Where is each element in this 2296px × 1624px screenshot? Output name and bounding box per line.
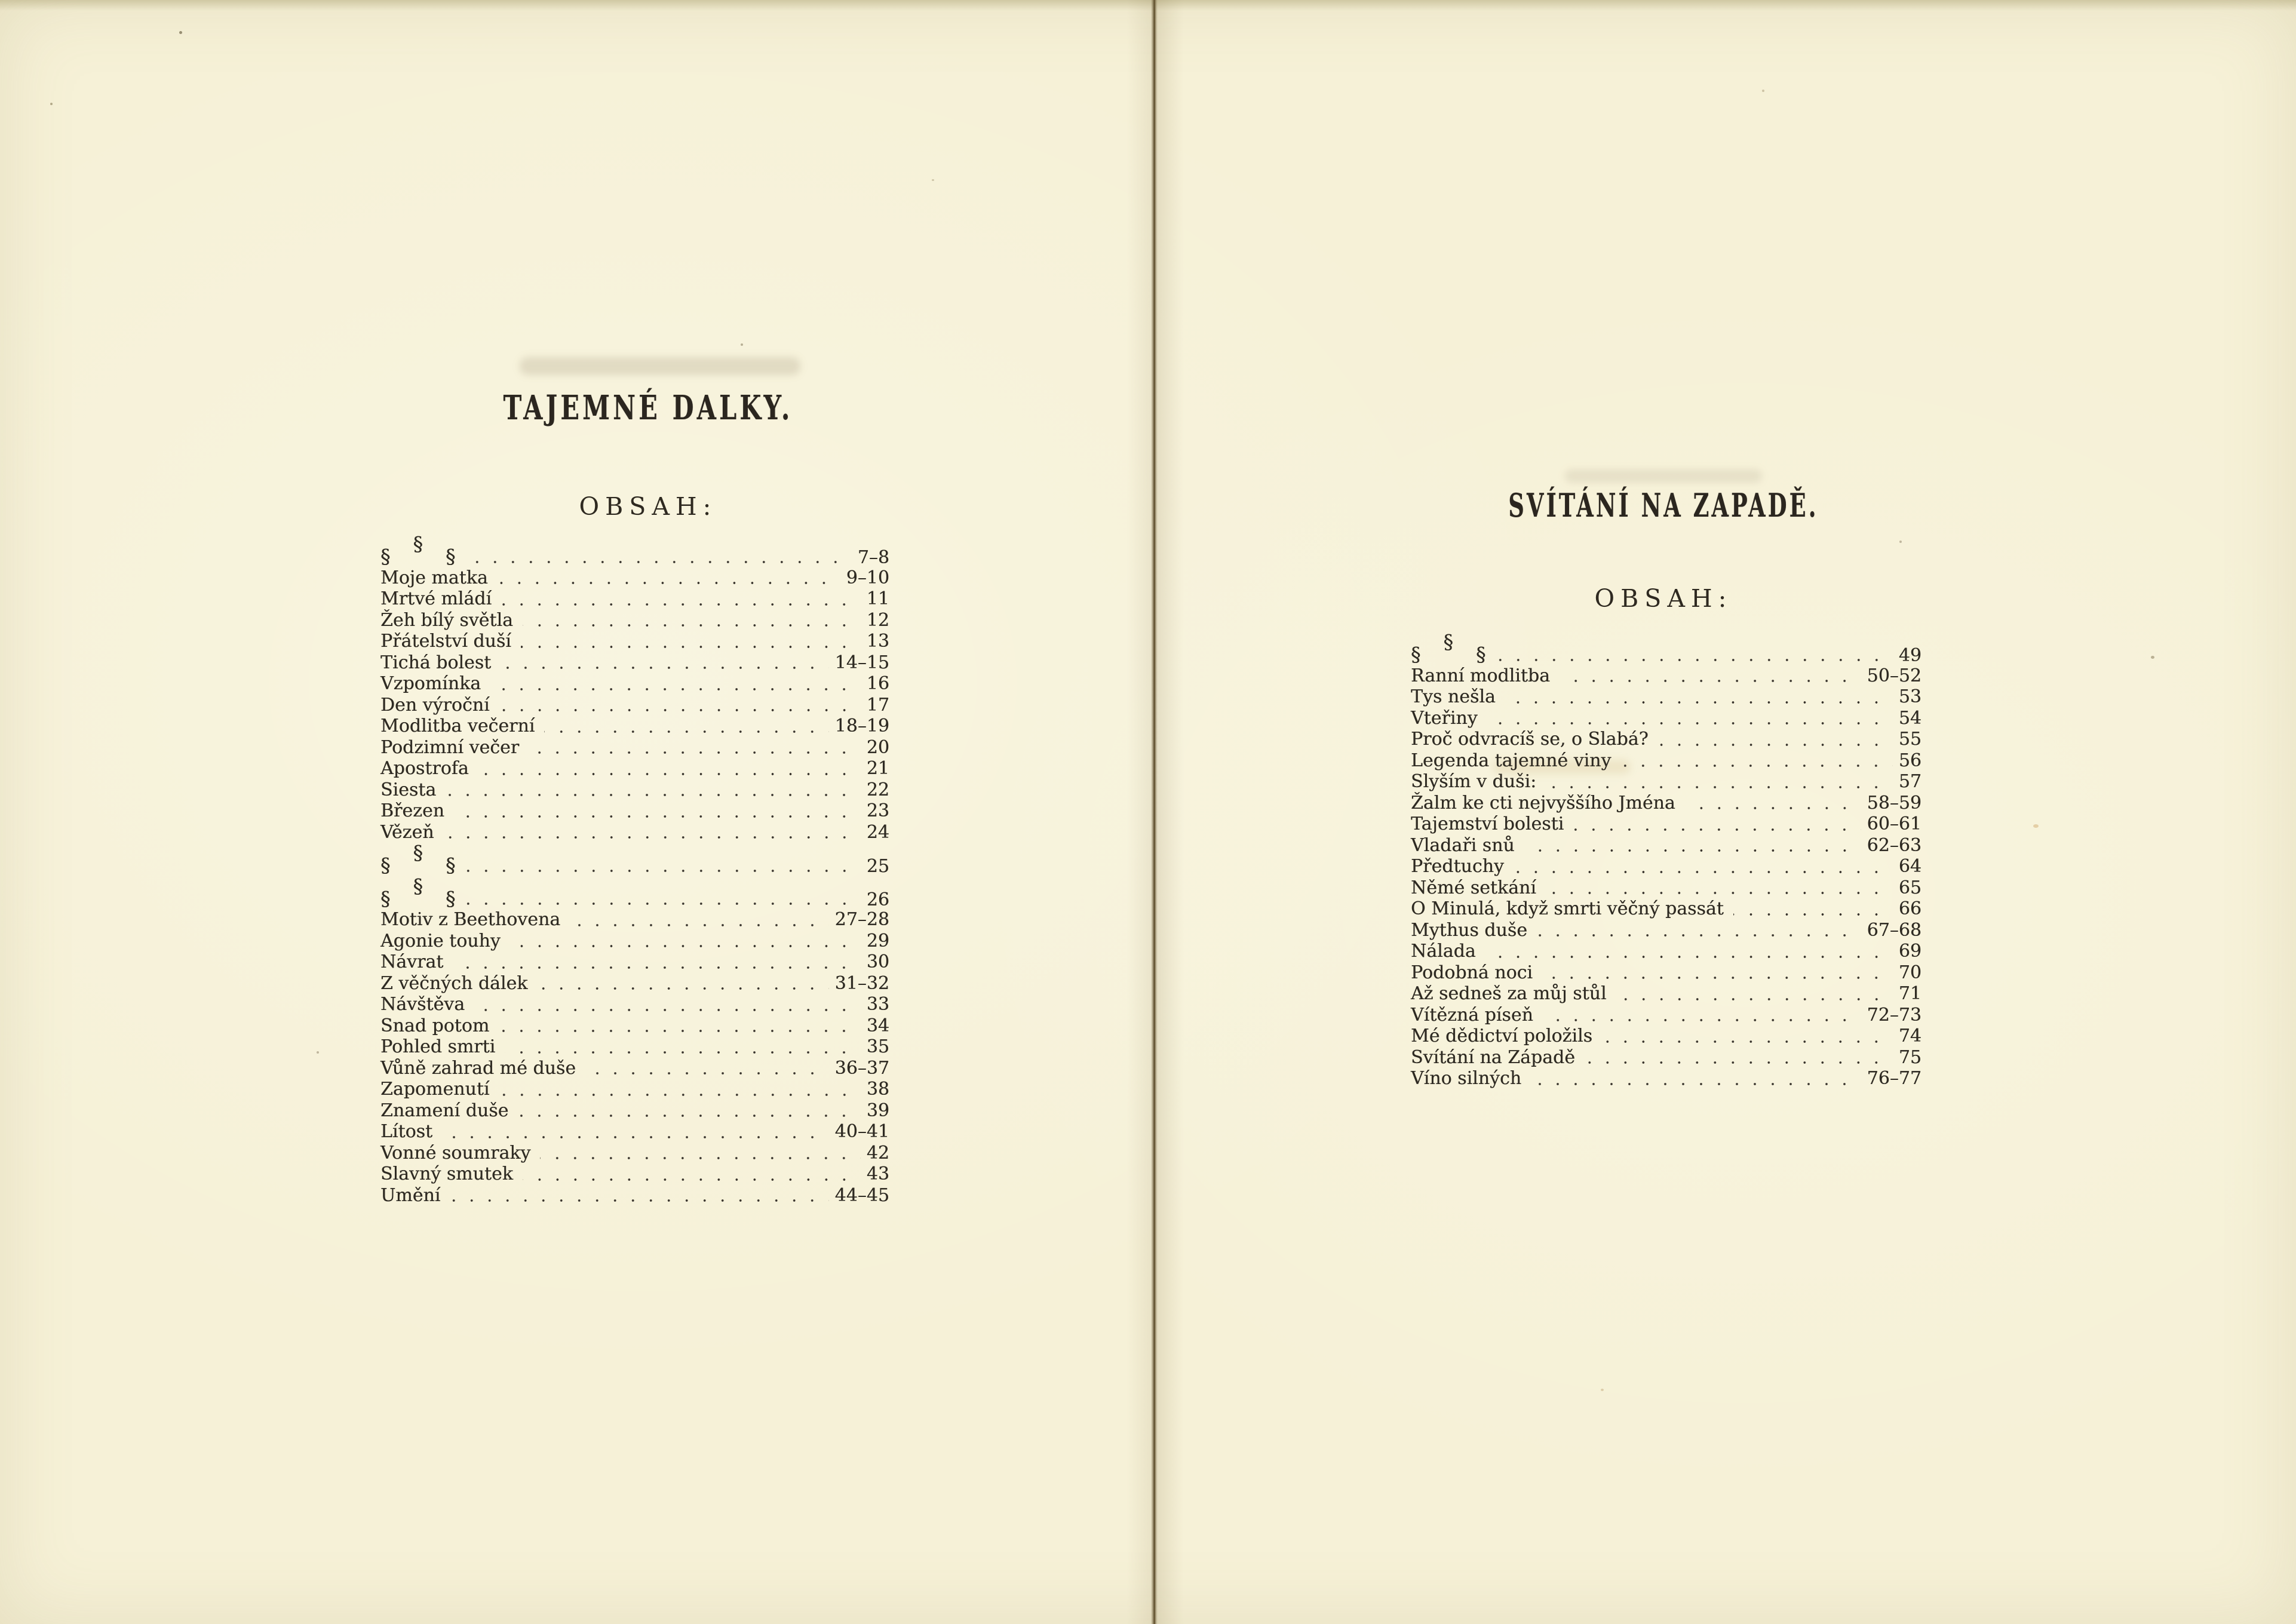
toc-entry-pages: 64 xyxy=(1898,856,1921,877)
dot-leader xyxy=(570,923,828,927)
toc-entry-label: Tichá bolest xyxy=(380,652,492,673)
toc-entry-row xyxy=(380,567,889,589)
toc-entry-label: Víno silných xyxy=(1411,1068,1522,1089)
toc-entry-label: Až sedneš za můj stůl xyxy=(1411,983,1607,1004)
toc-entry-row xyxy=(1411,750,1921,772)
toc-entry-row xyxy=(380,1036,889,1058)
toc-entry-pages: 34 xyxy=(866,1015,889,1036)
section-mark-symbol: § xyxy=(446,854,456,877)
section-mark-symbol: § xyxy=(413,874,423,898)
dot-leader xyxy=(1505,701,1893,704)
toc-entry-row xyxy=(1411,898,1921,920)
toc-entry-label: Slavný smutek xyxy=(380,1163,513,1184)
dot-leader xyxy=(505,1051,861,1054)
toc-entry-row xyxy=(380,673,889,695)
toc-entry-label: Moje matka xyxy=(380,567,488,588)
toc-entry-label: Agonie touhy xyxy=(380,930,501,951)
toc-entry-row xyxy=(380,631,889,652)
section-mark-symbol: § xyxy=(413,841,423,864)
toc-entry-row xyxy=(380,973,889,994)
toc-entry-label: Březen xyxy=(380,800,445,821)
toc-entry-row xyxy=(1411,941,1921,962)
toc-entry-pages: 50–52 xyxy=(1867,665,1921,686)
dot-leader xyxy=(585,1072,829,1075)
toc-entry-label: O Minulá, když smrti věčný passát xyxy=(1411,898,1724,919)
toc-entry-label: Umění xyxy=(380,1184,441,1206)
section-mark-symbol: § xyxy=(446,545,456,568)
toc-entry-row xyxy=(380,1185,889,1207)
section-mark-symbol: § xyxy=(446,886,456,910)
toc-entry-pages: 70 xyxy=(1898,962,1921,983)
section-mark-symbol: § xyxy=(380,886,391,910)
dot-leader xyxy=(1537,934,1861,937)
section-mark-symbol: § xyxy=(380,854,391,877)
toc-entry-pages: 69 xyxy=(1898,941,1921,962)
toc-entry-label: Návrat xyxy=(380,951,444,972)
paper-speck xyxy=(179,31,182,34)
dot-leader xyxy=(1585,1061,1893,1064)
toc-entry-label: Modlitba večerní xyxy=(380,716,535,736)
section-marks xyxy=(1411,630,1486,667)
dot-leader xyxy=(490,687,861,691)
toc-entry-row xyxy=(380,1079,889,1100)
toc-entry-pages: 25 xyxy=(866,856,889,877)
toc-entry-pages: 44–45 xyxy=(834,1184,889,1206)
toc-entry-pages: 39 xyxy=(866,1100,889,1121)
toc-entry-row xyxy=(380,716,889,737)
dot-leader xyxy=(446,793,861,797)
dot-leader xyxy=(1543,1018,1861,1022)
toc-entry-pages: 29 xyxy=(866,930,889,951)
toc-entry-pages: 60–61 xyxy=(1867,813,1921,834)
book-title-left: TAJEMNÉ DALKY. xyxy=(503,388,793,428)
toc-entry-label: Znamení duše xyxy=(380,1100,509,1121)
toc-entry-row xyxy=(380,779,889,801)
dot-leader xyxy=(498,581,840,585)
toc-entry-pages: 53 xyxy=(1898,686,1921,707)
toc-entry-label: Vítězná píseň xyxy=(1411,1004,1533,1026)
toc-entry-row xyxy=(380,1058,889,1079)
section-marks xyxy=(380,874,456,911)
toc-entry-label: Siesta xyxy=(380,779,437,800)
dot-leader xyxy=(499,1029,860,1033)
toc-list-right xyxy=(1411,632,1921,1089)
toc-entry-pages: 65 xyxy=(1898,877,1921,898)
book-title-right: SVÍTÁNÍ NA ZAPADĚ. xyxy=(1508,486,1819,524)
toc-entry-row xyxy=(1411,835,1921,856)
toc-entry-row xyxy=(1411,771,1921,793)
toc-entry-row xyxy=(380,588,889,610)
dot-leader xyxy=(521,645,861,649)
toc-entry-pages: 56 xyxy=(1898,750,1921,771)
toc-entry-row xyxy=(1411,813,1921,835)
dot-leader xyxy=(465,902,861,905)
paper-speck xyxy=(932,179,934,181)
toc-entry-pages: 20 xyxy=(866,736,889,758)
dot-leader xyxy=(1542,976,1893,980)
toc-entry-pages: 38 xyxy=(866,1079,889,1100)
toc-entry-pages: 67–68 xyxy=(1867,919,1921,941)
toc-entry-label: Mé dědictví položils xyxy=(1411,1026,1593,1046)
paper-speck xyxy=(741,343,743,346)
toc-entry-label: Snad potom xyxy=(380,1015,490,1036)
dot-leader xyxy=(444,836,861,839)
toc-entry-row xyxy=(380,1121,889,1143)
dot-leader xyxy=(1573,828,1861,831)
toc-entry-pages: 43 xyxy=(866,1163,889,1184)
toc-entry-label: Tys nešla xyxy=(1411,686,1496,707)
dot-leader xyxy=(544,730,828,733)
toc-entry-pages: 42 xyxy=(866,1142,889,1163)
dot-leader xyxy=(453,966,860,969)
toc-entry-row xyxy=(380,909,889,931)
toc-entry-pages: 17 xyxy=(866,694,889,716)
paper-speck xyxy=(317,1051,319,1054)
paper-speck xyxy=(1762,90,1764,92)
dot-leader xyxy=(450,1199,828,1202)
toc-entry-label: Slyším v duši: xyxy=(1411,771,1537,792)
toc-entry-row xyxy=(1411,1026,1921,1047)
section-mark-symbol: § xyxy=(1411,643,1421,666)
toc-entry-pages: 35 xyxy=(866,1036,889,1057)
dot-leader xyxy=(454,815,861,818)
section-mark-symbol: § xyxy=(413,532,423,555)
toc-entry-label: Vonné soumraky xyxy=(380,1142,531,1163)
toc-entry-pages: 49 xyxy=(1898,645,1921,666)
section-marks xyxy=(380,841,456,877)
toc-entry-row xyxy=(380,1163,889,1185)
toc-entry-label: Tajemství bolesti xyxy=(1411,813,1564,834)
toc-heading-left: OBSAH: xyxy=(579,492,717,521)
toc-entry-pages: 36–37 xyxy=(834,1057,889,1079)
dot-leader xyxy=(537,987,828,990)
toc-entry-row xyxy=(380,876,889,910)
toc-entry-label: Němé setkání xyxy=(1411,877,1536,898)
toc-entry-row xyxy=(1411,708,1921,729)
toc-entry-row xyxy=(380,534,889,567)
toc-entry-row xyxy=(1411,1005,1921,1026)
dot-leader xyxy=(523,1178,861,1181)
dot-leader xyxy=(1658,743,1893,747)
paper-speck xyxy=(50,103,53,105)
toc-entry-pages: 27–28 xyxy=(834,909,889,930)
toc-entry-label: Zapomenutí xyxy=(380,1079,490,1100)
dot-leader xyxy=(442,1135,829,1139)
toc-entry-row xyxy=(380,843,889,876)
toc-entry-pages: 16 xyxy=(866,673,889,694)
dot-leader xyxy=(1496,658,1893,662)
dot-leader xyxy=(1485,955,1893,959)
toc-entry-row xyxy=(1411,1047,1921,1069)
dot-leader xyxy=(1733,913,1893,916)
toc-entry-row xyxy=(380,1100,889,1122)
toc-entry-pages: 54 xyxy=(1898,707,1921,729)
toc-entry-label: Den výroční xyxy=(380,694,490,716)
toc-entry-label: Vladaři snů xyxy=(1411,834,1515,856)
dot-leader xyxy=(1531,1082,1861,1086)
section-mark-symbol: § xyxy=(1476,643,1486,666)
toc-entry-label: Motiv z Beethovena xyxy=(380,909,561,930)
toc-entry-pages: 22 xyxy=(866,779,889,800)
toc-entry-label: Legenda tajemné viny xyxy=(1411,750,1612,771)
paper-speck xyxy=(1899,541,1902,543)
toc-entry-pages: 33 xyxy=(866,994,889,1015)
toc-entry-pages: 40–41 xyxy=(834,1121,889,1142)
dot-leader xyxy=(1487,722,1893,725)
dot-leader xyxy=(540,1156,860,1160)
toc-entry-row xyxy=(380,737,889,759)
toc-entry-row xyxy=(1411,632,1921,665)
toc-entry-label: Svítání na Západě xyxy=(1411,1046,1576,1068)
toc-entry-row xyxy=(1411,1068,1921,1089)
dot-leader xyxy=(501,666,828,670)
toc-entry-pages: 30 xyxy=(866,951,889,972)
dot-leader xyxy=(1514,870,1893,874)
ink-smudge xyxy=(520,357,800,375)
toc-entry-label: Podzimní večer xyxy=(380,736,520,758)
dot-leader xyxy=(1546,891,1893,895)
dot-leader xyxy=(499,708,861,712)
toc-entry-label: Mythus duše xyxy=(1411,919,1527,941)
toc-entry-pages: 7–8 xyxy=(857,547,889,568)
dot-leader xyxy=(465,560,852,564)
toc-entry-row xyxy=(1411,920,1921,941)
toc-entry-label: Pohled smrti xyxy=(380,1036,496,1057)
toc-entry-row xyxy=(1411,983,1921,1005)
toc-entry-label: Vzpomínka xyxy=(380,673,481,694)
toc-entry-pages: 55 xyxy=(1898,729,1921,750)
dot-leader xyxy=(1616,997,1893,1001)
dot-leader xyxy=(1602,1040,1893,1043)
dot-leader xyxy=(518,1114,860,1118)
toc-entry-pages: 62–63 xyxy=(1867,834,1921,856)
toc-entry-row xyxy=(380,652,889,674)
toc-entry-label: Proč odvracíš se, o Slabá? xyxy=(1411,729,1649,750)
section-marks xyxy=(380,532,456,569)
paper-speck xyxy=(2151,656,2154,659)
toc-entry-row xyxy=(380,1143,889,1164)
toc-entry-label: Návštěva xyxy=(380,994,465,1015)
toc-entry-label: Nálada xyxy=(1411,941,1476,962)
section-mark-symbol: § xyxy=(380,545,391,568)
dot-leader xyxy=(1685,806,1861,810)
dot-leader xyxy=(1546,785,1893,789)
toc-entry-label: Žalm ke cti nejvyššího Jména xyxy=(1411,792,1675,813)
toc-entry-row xyxy=(1411,856,1921,877)
dot-leader xyxy=(499,1093,861,1097)
toc-entry-pages: 14–15 xyxy=(834,652,889,673)
toc-entry-label: Přátelství duší xyxy=(380,631,511,652)
toc-entry-row xyxy=(380,800,889,822)
toc-entry-row xyxy=(1411,962,1921,984)
dot-leader xyxy=(1560,679,1861,683)
toc-entry-label: Ranní modlitba xyxy=(1411,665,1550,686)
toc-entry-pages: 12 xyxy=(866,609,889,631)
toc-entry-pages: 58–59 xyxy=(1867,792,1921,813)
toc-entry-label: Lítost xyxy=(380,1121,433,1142)
toc-entry-pages: 23 xyxy=(866,800,889,821)
section-mark-symbol: § xyxy=(1443,630,1453,653)
toc-entry-row xyxy=(1411,665,1921,687)
toc-entry-label: Vteřiny xyxy=(1411,707,1478,729)
toc-entry-pages: 18–19 xyxy=(834,716,889,736)
toc-entry-label: Žeh bílý světla xyxy=(380,609,513,631)
toc-entry-row xyxy=(380,931,889,952)
paper-speck xyxy=(1601,1389,1604,1391)
dot-leader xyxy=(478,772,861,776)
toc-entry-row xyxy=(1411,686,1921,708)
toc-entry-label: Předtuchy xyxy=(1411,856,1504,877)
ink-smudge xyxy=(1565,469,1762,483)
toc-entry-pages: 13 xyxy=(866,631,889,652)
toc-entry-pages: 66 xyxy=(1898,898,1921,919)
dot-leader xyxy=(1524,849,1861,852)
toc-entry-row xyxy=(1411,877,1921,899)
toc-list-left xyxy=(380,534,889,1206)
toc-entry-pages: 24 xyxy=(866,821,889,843)
toc-entry-pages: 71 xyxy=(1898,983,1921,1004)
toc-heading-right: OBSAH: xyxy=(1594,584,1733,613)
toc-entry-row xyxy=(380,610,889,631)
toc-entry-row xyxy=(380,994,889,1015)
toc-entry-label: Vězeň xyxy=(380,821,434,843)
dot-leader xyxy=(501,603,861,606)
toc-entry-pages: 26 xyxy=(866,889,889,910)
toc-entry-pages: 72–73 xyxy=(1867,1004,1921,1026)
dot-leader xyxy=(523,624,861,627)
toc-entry-pages: 9–10 xyxy=(846,567,889,588)
paper-speck xyxy=(2033,824,2039,828)
dot-leader xyxy=(1620,764,1892,768)
dot-leader xyxy=(529,751,861,754)
toc-entry-row xyxy=(380,822,889,843)
toc-entry-row xyxy=(1411,729,1921,750)
toc-entry-pages: 31–32 xyxy=(834,972,889,994)
toc-entry-pages: 76–77 xyxy=(1867,1068,1921,1089)
toc-entry-pages: 74 xyxy=(1898,1026,1921,1046)
page-gutter-seam xyxy=(1151,0,1158,1624)
toc-entry-label: Podobná noci xyxy=(1411,962,1533,983)
toc-entry-row xyxy=(380,695,889,716)
dot-leader xyxy=(510,944,861,948)
toc-entry-label: Z věčných dálek xyxy=(380,972,528,994)
toc-entry-label: Apostrofa xyxy=(380,758,469,779)
toc-entry-row xyxy=(380,758,889,779)
dot-leader xyxy=(465,869,861,873)
toc-entry-pages: 57 xyxy=(1898,771,1921,792)
toc-entry-pages: 75 xyxy=(1898,1046,1921,1068)
toc-entry-row xyxy=(380,951,889,973)
toc-entry-pages: 11 xyxy=(866,588,889,609)
dot-leader xyxy=(474,1008,861,1012)
toc-entry-label: Vůně zahrad mé duše xyxy=(380,1057,576,1079)
toc-entry-label: Mrtvé mládí xyxy=(380,588,492,609)
toc-entry-pages: 21 xyxy=(866,758,889,779)
toc-entry-row xyxy=(380,1015,889,1037)
toc-entry-row xyxy=(1411,793,1921,814)
